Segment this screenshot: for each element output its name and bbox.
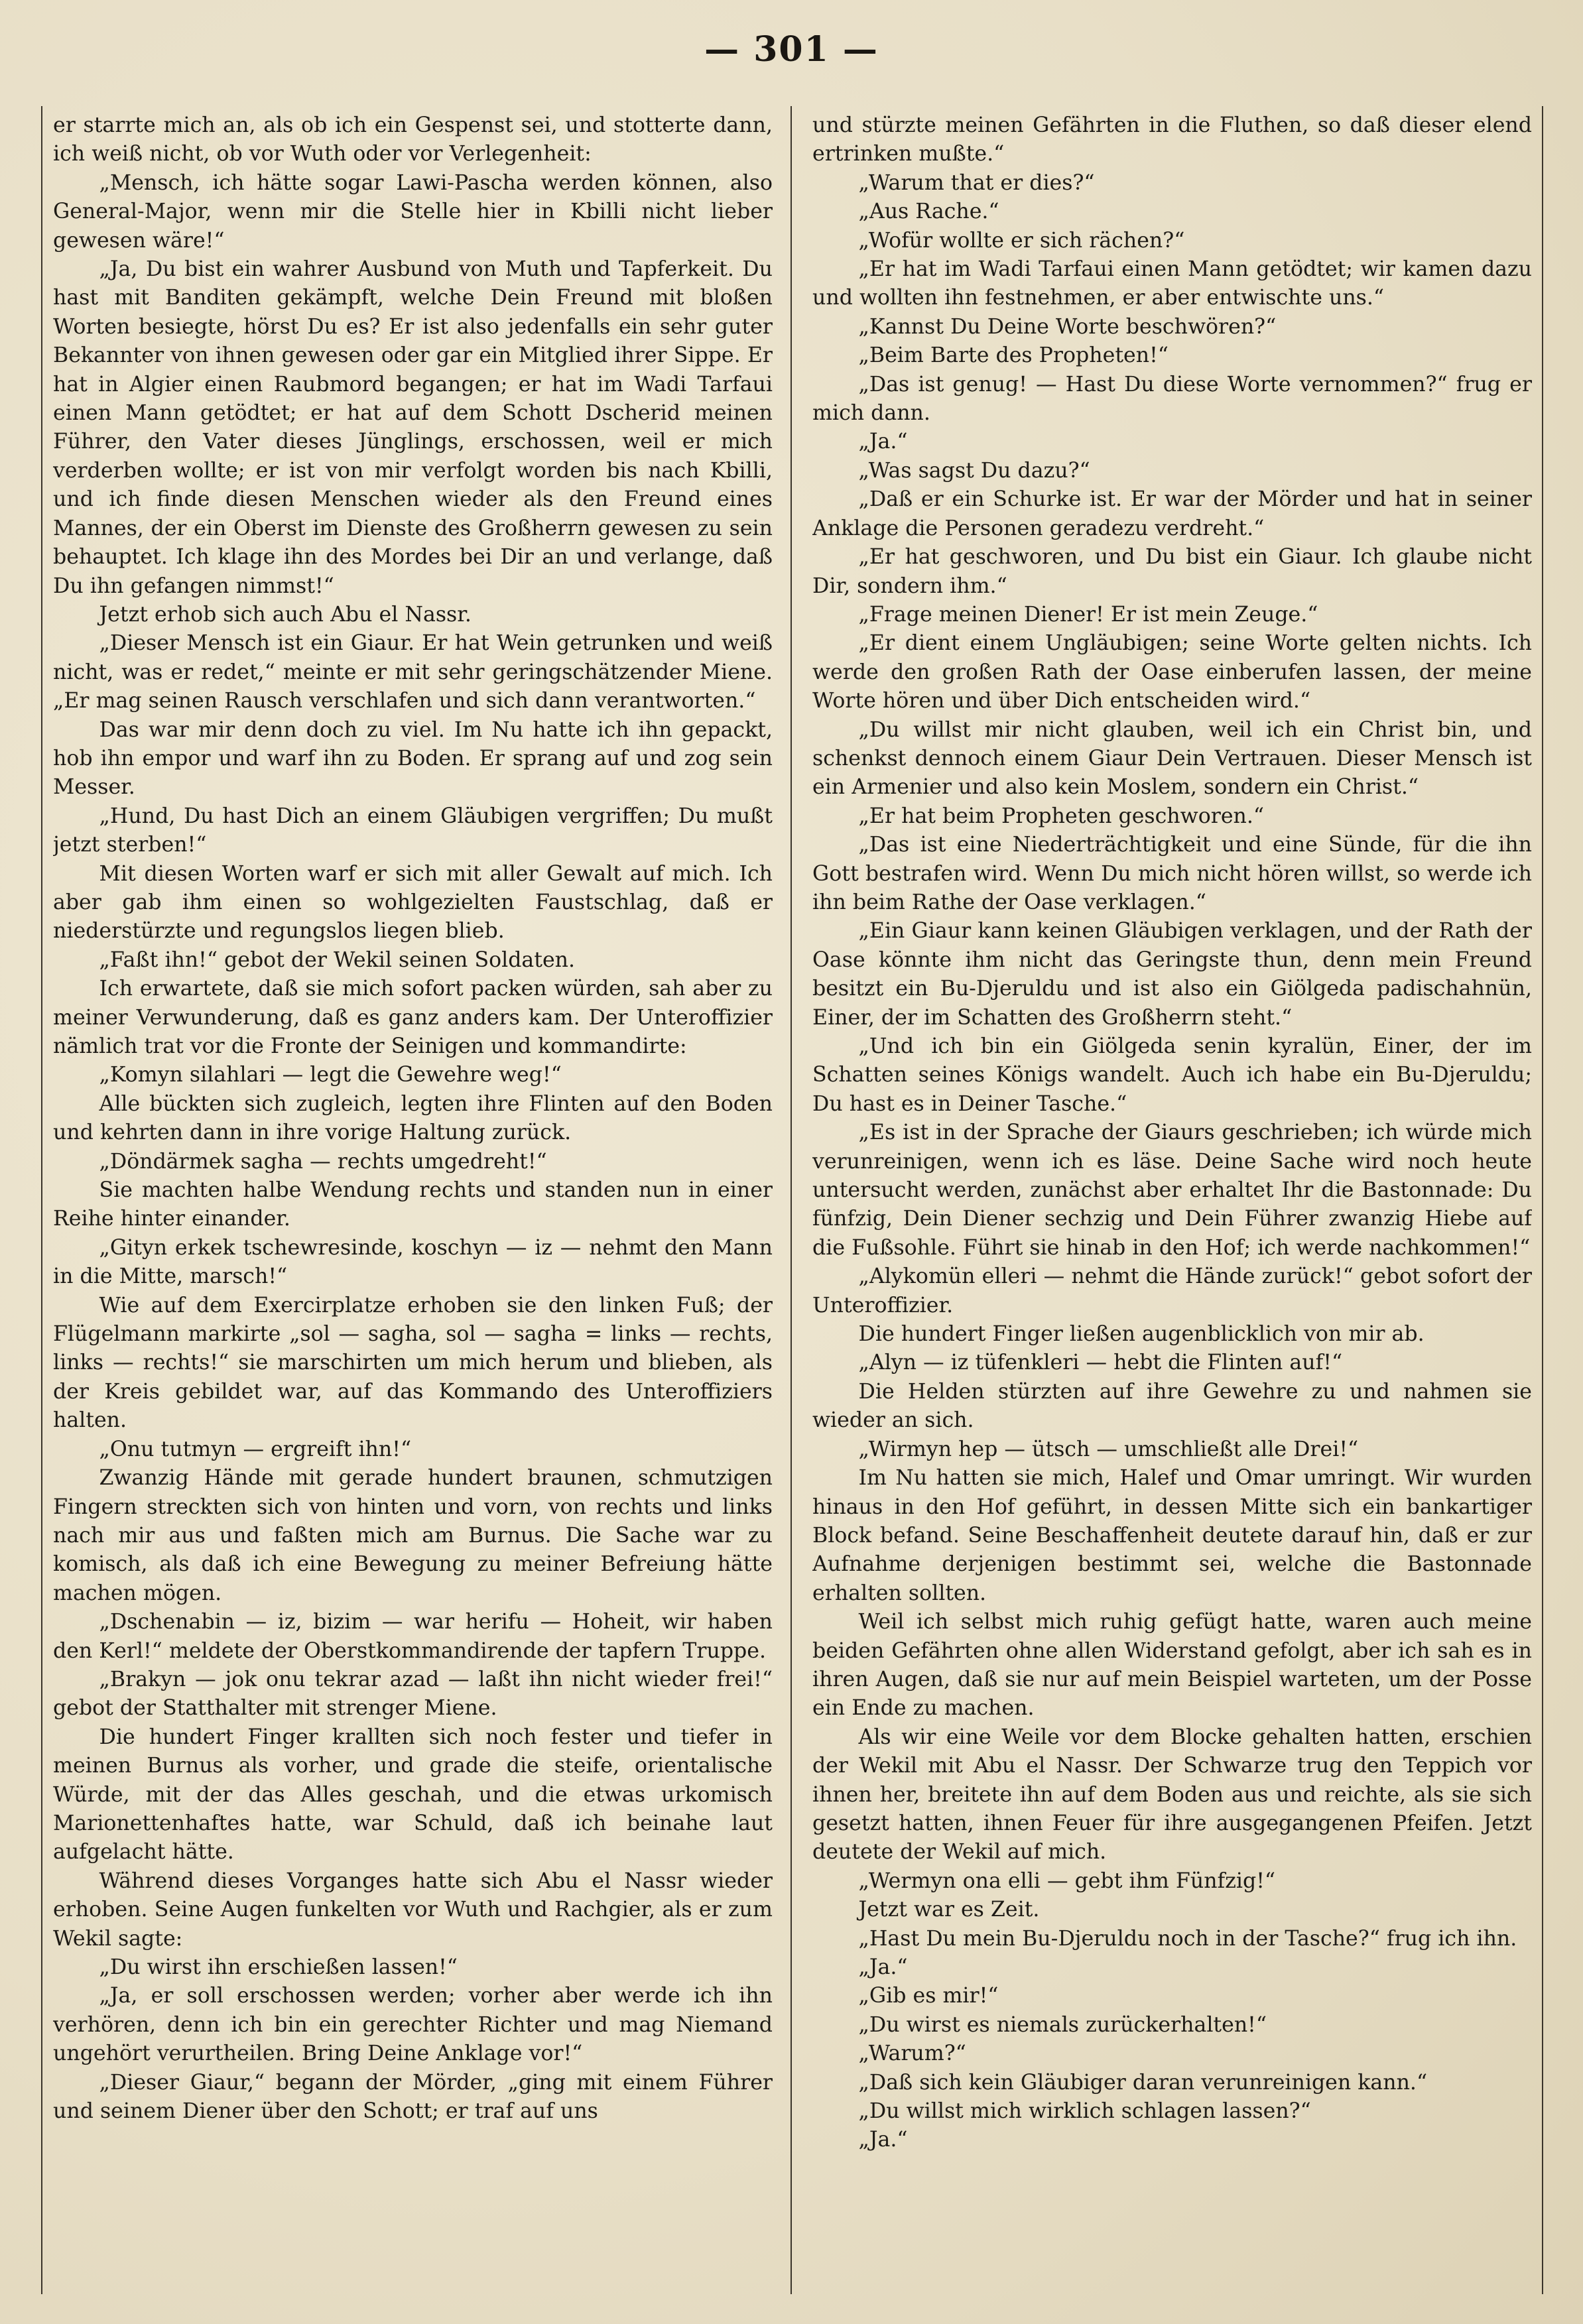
page-number: — 301 — — [704, 29, 879, 70]
paragraph: „Alyn — iz tüfenkleri — hebt die Flinten auf!“ — [858, 1351, 1343, 1375]
paragraph: „Kannst Du Deine Worte beschwören?“ — [858, 314, 1277, 339]
paragraph: „Daß er ein Schurke ist. Er war der Mörder und hat in seiner Anklage die Personen geradezu verdreht.“ — [812, 487, 1532, 540]
paragraph: „Faßt ihn!“ gebot der Wekil seinen Soldaten. — [99, 948, 576, 972]
text-columns — [53, 111, 1532, 2286]
paragraph: Zwanzig Hände mit gerade hundert braunen, schmutzigen Fingern streckten sich von hinten und vorn, von rechts und links nach mir aus und faßten mich am Burnus. Die Sache war zu komisch, als daß ich eine Bewegung zu meiner Befreiung hätte machen mögen. — [53, 1466, 773, 1605]
paragraph: „Du willst mir nicht glauben, weil ich ein Christ bin, und schenkst dennoch einem Giaur Dein Vertrauen. Dieser Mensch ist ein Armenier und also kein Moslem, sondern ein Christ.“ — [812, 717, 1532, 800]
paragraph: „Ja, er soll erschossen werden; vorher aber werde ich ihn verhören, denn ich bin ein gerechter Richter und mag Niemand ungehört verurtheilen. Bring Deine Anklage vor!“ — [53, 1984, 773, 2066]
column-rule-right — [1542, 106, 1543, 2294]
paragraph: und stürzte meinen Gefährten in die Fluthen, so daß dieser elend ertrinken mußte.“ — [812, 113, 1532, 166]
paragraph: „Ja.“ — [858, 2128, 908, 2152]
paragraph: „Und ich bin ein Giölgeda senin kyralün, Einer, der im Schatten seines Königs wandelt. Auch ich habe ein Bu-Djeruldu; Du hast es in Deiner Tasche.“ — [812, 1034, 1532, 1116]
paragraph: Weil ich selbst mich ruhig gefügt hatte, waren auch meine beiden Gefährten ohne allen Widerstand gefolgt, aber ich sah es in ihren Augen, daß sie nur auf mein Beispiel warteten, um der Posse ein Ende zu machen. — [812, 1610, 1532, 1721]
paragraph: „Er hat im Wadi Tarfaui einen Mann getödtet; wir kamen dazu und wollten ihn festnehmen, er aber entwischte uns.“ — [812, 257, 1532, 310]
paragraph: „Er hat beim Propheten geschworen.“ — [858, 804, 1265, 828]
paragraph: „Dieser Giaur,“ begann der Mörder, „ging mit einem Führer und seinem Diener über den Schott; er traf auf uns — [53, 2070, 773, 2124]
paragraph: Im Nu hatten sie mich, Halef und Omar umringt. Wir wurden hinaus in den Hof geführt, in dessen Mitte sich ein bankartiger Block befand. Seine Beschaffenheit deutete darauf hin, daß er zur Aufnahme derjenigen bestimmt sei, welche die Bastonnade erhalten sollten. — [812, 1466, 1532, 1605]
paragraph: Ich erwartete, daß sie mich sofort packen würden, sah aber zu meiner Verwunderung, daß es ganz anders kam. Der Unteroffizier nämlich trat vor die Fronte der Seinigen und kommandirte: — [53, 977, 773, 1058]
paragraph: Als wir eine Weile vor dem Blocke gehalten hatten, erschien der Wekil mit Abu el Nassr. Der Schwarze trug den Teppich vor ihnen her, breitete ihn auf dem Boden aus und reichte, als sie sich gesetzt hatten, ihnen Feuer für ihre ausgegangenen Pfeifen. Jetzt deutete der Wekil auf mich. — [812, 1725, 1532, 1865]
column-rule-left — [41, 106, 42, 2294]
paragraph: Sie machten halbe Wendung rechts und standen nun in einer Reihe hinter einander. — [53, 1178, 773, 1231]
paragraph: „Warum that er dies?“ — [858, 170, 1095, 195]
paragraph: „Beim Barte des Propheten!“ — [858, 343, 1169, 368]
paragraph: „Das ist eine Niederträchtigkeit und eine Sünde, für die ihn Gott bestrafen wird. Wenn Du mich nicht hören willst, so werde ich ihn beim Rathe der Oase verklagen.“ — [812, 833, 1532, 914]
paragraph: „Du wirst ihn erschießen lassen!“ — [99, 1955, 458, 1979]
paragraph: „Ein Giaur kann keinen Gläubigen verklagen, und der Rath der Oase könnte ihm nicht das Geringste thun, denn mein Freund besitzt ein Bu-Djeruldu und ist also ein Giölgeda padischahnün, Einer, der im Schatten des Großherrn steht.“ — [812, 919, 1532, 1030]
paragraph: Jetzt erhob sich auch Abu el Nassr. — [99, 602, 472, 627]
paragraph: „Er hat geschworen, und Du bist ein Giaur. Ich glaube nicht Dir, sondern ihm.“ — [812, 545, 1532, 598]
paragraph: „Alykomün elleri — nehmt die Hände zurück!“ gebot sofort der Unteroffizier. — [812, 1264, 1532, 1317]
paragraph: Alle bückten sich zugleich, legten ihre Flinten auf den Boden und kehrten dann in ihre vorige Haltung zurück. — [53, 1091, 773, 1145]
paragraph: „Ja, Du bist ein wahrer Ausbund von Muth und Tapferkeit. Du hast mit Banditen gekämpft, welche Dein Freund mit bloßen Worten besiegte, hörst Du es? Er ist also jedenfalls ein sehr guter Bekannter von ihnen gewesen oder gar ein Mitglied ihrer Sippe. Er hat in Algier einen Raubmord begangen; er hat im Wadi Tarfaui einen Mann getödtet; er hat auf dem Schott Dscherid meinen Führer, den Vater dieses Jünglings, erschossen, weil er mich verderben wollte; er ist von mir verfolgt worden bis nach Kbilli, und ich finde diesen Menschen wieder als den Freund eines Mannes, der ein Oberst im Dienste des Großherrn gewesen zu sein behauptet. Ich klage ihn des Mordes bei Dir an und verlange, daß Du ihn gefangen nimmst!“ — [53, 257, 773, 598]
paragraph: „Wermyn ona elli — gebt ihm Fünfzig!“ — [858, 1868, 1276, 1893]
paragraph: Mit diesen Worten warf er sich mit aller Gewalt auf mich. Ich aber gab ihm einen so wohlgezielten Faustschlag, daß er niederstürzte und regungslos liegen blieb. — [53, 861, 773, 944]
paragraph: „Döndärmek sagha — rechts umgedreht!“ — [99, 1149, 547, 1174]
paragraph: Das war mir denn doch zu viel. Im Nu hatte ich ihn gepackt, hob ihn empor und warf ihn zu Boden. Er sprang auf und zog sein Messer. — [53, 717, 773, 800]
paragraph: „Du willst mich wirklich schlagen lassen?“ — [858, 2099, 1311, 2124]
paragraph: „Du wirst es niemals zurückerhalten!“ — [858, 2012, 1267, 2037]
paragraph: „Mensch, ich hätte sogar Lawi-Pascha werden können, also General-Major, wenn mir die Stelle hier in Kbilli nicht lieber gewesen wäre!“ — [53, 170, 773, 253]
paragraph: „Ja.“ — [858, 1955, 908, 1979]
paragraph: „Was sagst Du dazu?“ — [858, 458, 1090, 483]
paragraph: Die Helden stürzten auf ihre Gewehre zu und nahmen sie wieder an sich. — [812, 1379, 1532, 1433]
paragraph: „Aus Rache.“ — [858, 200, 999, 224]
paragraph: „Es ist in der Sprache der Giaurs geschrieben; ich würde mich verunreinigen, wenn ich es läse. Deine Sache wird noch heute untersucht werden, zunächst aber erhaltet Ihr die Bastonnade: Du fünfzig, Dein Diener sechzig und Dein Führer zwanzig Hiebe auf die Fußsohle. Führt sie hinab in den Hof; ich werde nachkommen!“ — [812, 1121, 1532, 1260]
paragraph: „Gityn erkek tschewresinde, koschyn — iz — nehmt den Mann in die Mitte, marsch!“ — [53, 1235, 773, 1289]
left-column — [53, 111, 773, 2286]
paragraph: Jetzt war es Zeit. — [858, 1898, 1040, 1922]
paragraph: „Daß sich kein Gläubiger daran verunreinigen kann.“ — [858, 2070, 1428, 2095]
paragraph: Während dieses Vorganges hatte sich Abu el Nassr wieder erhoben. Seine Augen funkelten vor Wuth und Rachgier, als er zum Wekil sagte: — [53, 1868, 773, 1951]
paragraph: „Dieser Mensch ist ein Giaur. Er hat Wein getrunken und weiß nicht, was er redet,“ meinte er mit sehr geringschätzender Miene. „Er mag seinen Rausch verschlafen und sich dann verantworten.“ — [53, 631, 773, 713]
paragraph: „Das ist genug! — Hast Du diese Worte vernommen?“ frug er mich dann. — [812, 372, 1532, 426]
paragraph: Wie auf dem Exercirplatze erhoben sie den linken Fuß; der Flügelmann markirte „sol — sagha, sol — sagha = links — rechts, links — rechts!“ sie marschirten um mich herum und blieben, als der Kreis gebildet war, auf das Kommando des Unteroffiziers halten. — [53, 1293, 773, 1433]
paragraph: „Brakyn — jok onu tekrar azad — laßt ihn nicht wieder frei!“ gebot der Statthalter mit strenger Miene. — [53, 1667, 773, 1721]
paragraph: „Frage meinen Diener! Er ist mein Zeuge.“ — [858, 602, 1318, 627]
right-column — [812, 111, 1532, 2286]
paragraph: „Ja.“ — [858, 430, 908, 454]
paragraph: Die hundert Finger ließen augenblicklich von mir ab. — [858, 1322, 1425, 1347]
paragraph: „Hund, Du hast Dich an einem Gläubigen vergriffen; Du mußt jetzt sterben!“ — [53, 804, 773, 857]
paragraph: „Gib es mir!“ — [858, 1984, 999, 2008]
paragraph: „Komyn silahlari — legt die Gewehre weg!“ — [99, 1063, 562, 1087]
paragraph: „Hast Du mein Bu-Djeruldu noch in der Tasche?“ frug ich ihn. — [858, 1926, 1517, 1951]
paragraph: „Dschenabin — iz, bizim — war herifu — Hoheit, wir haben den Kerl!“ meldete der Oberstkommandirende der tapfern Truppe. — [53, 1610, 773, 1663]
paragraph: „Wofür wollte er sich rächen?“ — [858, 228, 1185, 253]
paragraph: „Onu tutmyn — ergreift ihn!“ — [99, 1437, 412, 1461]
paragraph: „Warum?“ — [858, 2042, 966, 2066]
paragraph: Die hundert Finger krallten sich noch fester und tiefer in meinen Burnus als vorher, und grade die steife, orientalische Würde, mit der das Alles geschah, und die etwas urkomisch Marionettenhaftes hatte, war Schuld, daß ich beinahe laut aufgelacht hätte. — [53, 1725, 773, 1865]
paragraph: „Wirmyn hep — ütsch — umschließt alle Drei!“ — [858, 1437, 1359, 1461]
paragraph: er starrte mich an, als ob ich ein Gespenst sei, und stotterte dann, ich weiß nicht, ob vor Wuth oder vor Verlegenheit: — [53, 113, 773, 166]
paragraph: „Er dient einem Ungläubigen; seine Worte gelten nichts. Ich werde den großen Rath der Oase einberufen lassen, der meine Worte hören und über Dich entscheiden wird.“ — [812, 631, 1532, 713]
